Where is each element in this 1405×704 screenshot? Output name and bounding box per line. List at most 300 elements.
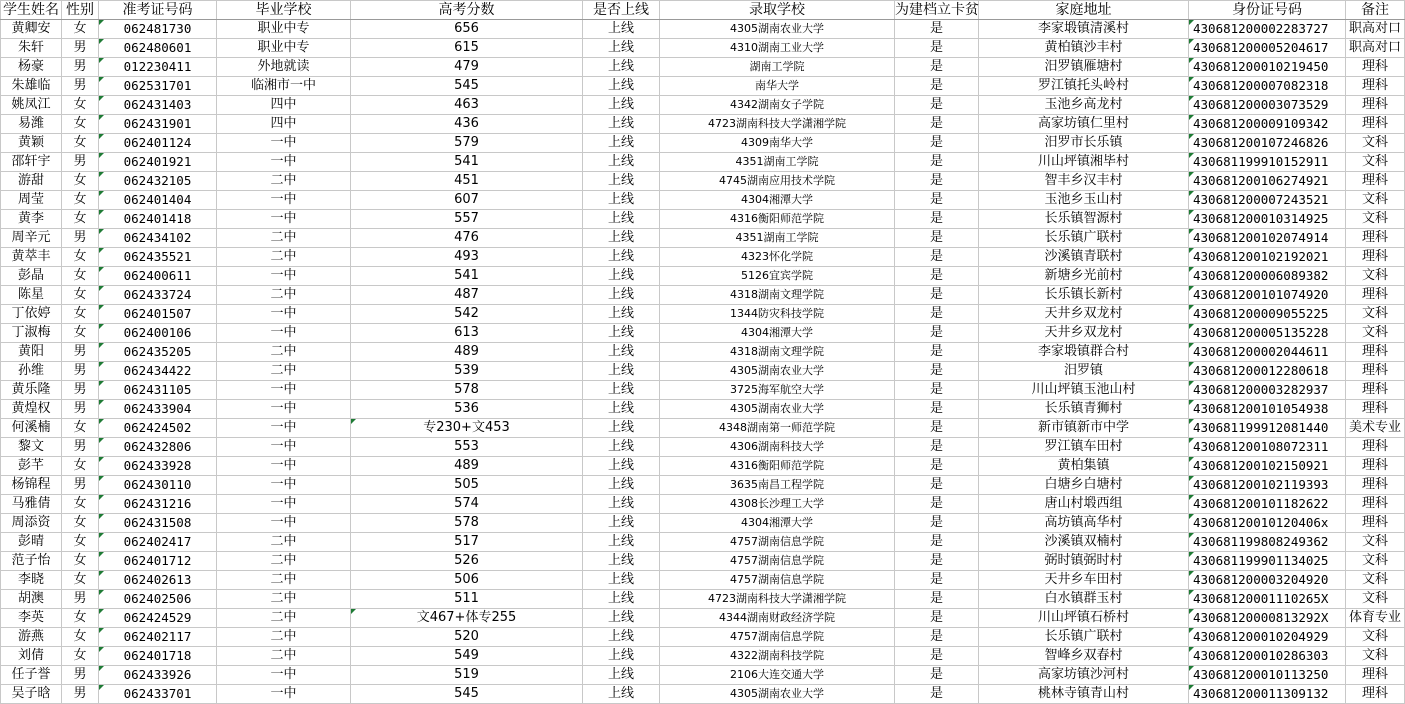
student-name[interactable]: 黄颖 xyxy=(1,134,62,153)
gender[interactable]: 男 xyxy=(62,77,99,96)
exam-score[interactable]: 557 xyxy=(351,210,583,229)
gender[interactable]: 女 xyxy=(62,609,99,628)
ticket-number[interactable]: 062401712 xyxy=(99,552,217,571)
graduation-school[interactable]: 二中 xyxy=(217,229,351,248)
admitted-school[interactable]: 4305湖南农业大学 xyxy=(660,20,895,39)
gender[interactable]: 女 xyxy=(62,571,99,590)
id-number[interactable]: 430681200006089382 xyxy=(1189,267,1346,286)
poverty-registered[interactable]: 是 xyxy=(895,96,979,115)
admitted-school[interactable]: 4316衡阳师范学院 xyxy=(660,457,895,476)
gender[interactable]: 男 xyxy=(62,666,99,685)
home-address[interactable]: 天井乡双龙村 xyxy=(979,324,1189,343)
ticket-number[interactable]: 062431105 xyxy=(99,381,217,400)
home-address[interactable]: 弼时镇弼时村 xyxy=(979,552,1189,571)
id-number[interactable]: 430681200010219450 xyxy=(1189,58,1346,77)
home-address[interactable]: 汨罗镇雁塘村 xyxy=(979,58,1189,77)
ticket-number[interactable]: 062424529 xyxy=(99,609,217,628)
header-passed-line[interactable]: 是否上线 xyxy=(583,1,660,20)
ticket-number[interactable]: 062401418 xyxy=(99,210,217,229)
poverty-registered[interactable]: 是 xyxy=(895,476,979,495)
passed-line[interactable]: 上线 xyxy=(583,609,660,628)
header-poverty-registered[interactable]: 为建档立卡贫 xyxy=(895,2,979,18)
passed-line[interactable]: 上线 xyxy=(583,552,660,571)
home-address[interactable]: 李家塅镇群合村 xyxy=(979,343,1189,362)
graduation-school[interactable]: 一中 xyxy=(217,381,351,400)
student-name[interactable]: 彭晶 xyxy=(1,267,62,286)
student-name[interactable]: 孙维 xyxy=(1,362,62,381)
student-name[interactable]: 李英 xyxy=(1,609,62,628)
poverty-registered[interactable]: 是 xyxy=(895,571,979,590)
passed-line[interactable]: 上线 xyxy=(583,229,660,248)
exam-score[interactable]: 578 xyxy=(351,381,583,400)
poverty-registered[interactable]: 是 xyxy=(895,324,979,343)
exam-score[interactable]: 536 xyxy=(351,400,583,419)
gender[interactable]: 男 xyxy=(62,400,99,419)
poverty-registered[interactable]: 是 xyxy=(895,419,979,438)
header-name[interactable]: 学生姓名 xyxy=(1,1,62,20)
exam-score[interactable]: 520 xyxy=(351,628,583,647)
gender[interactable]: 男 xyxy=(62,685,99,704)
exam-score[interactable]: 607 xyxy=(351,191,583,210)
student-name[interactable]: 任子誉 xyxy=(1,666,62,685)
ticket-number[interactable]: 062433926 xyxy=(99,666,217,685)
graduation-school[interactable]: 一中 xyxy=(217,324,351,343)
id-number[interactable]: 430681200005204617 xyxy=(1189,39,1346,58)
gender[interactable]: 女 xyxy=(62,647,99,666)
graduation-school[interactable]: 二中 xyxy=(217,343,351,362)
passed-line[interactable]: 上线 xyxy=(583,324,660,343)
poverty-registered[interactable]: 是 xyxy=(895,552,979,571)
gender[interactable]: 女 xyxy=(62,305,99,324)
home-address[interactable]: 沙溪镇双楠村 xyxy=(979,533,1189,552)
admitted-school[interactable]: 4322湖南科技学院 xyxy=(660,647,895,666)
admitted-school[interactable]: 4757湖南信息学院 xyxy=(660,628,895,647)
graduation-school[interactable]: 四中 xyxy=(217,96,351,115)
remarks[interactable]: 文科 xyxy=(1346,533,1405,552)
header-score[interactable]: 高考分数 xyxy=(351,1,583,20)
ticket-number[interactable]: 062401507 xyxy=(99,305,217,324)
poverty-registered[interactable]: 是 xyxy=(895,58,979,77)
passed-line[interactable]: 上线 xyxy=(583,267,660,286)
gender[interactable]: 女 xyxy=(62,286,99,305)
gender[interactable]: 男 xyxy=(62,362,99,381)
student-name[interactable]: 范子怡 xyxy=(1,552,62,571)
student-name[interactable]: 吴子晗 xyxy=(1,685,62,704)
gender[interactable]: 女 xyxy=(62,533,99,552)
gender[interactable]: 女 xyxy=(62,267,99,286)
remarks[interactable]: 理科 xyxy=(1346,381,1405,400)
exam-score[interactable]: 493 xyxy=(351,248,583,267)
remarks[interactable]: 理科 xyxy=(1346,58,1405,77)
graduation-school[interactable]: 二中 xyxy=(217,362,351,381)
poverty-registered[interactable]: 是 xyxy=(895,381,979,400)
ticket-number[interactable]: 062434422 xyxy=(99,362,217,381)
passed-line[interactable]: 上线 xyxy=(583,571,660,590)
graduation-school[interactable]: 外地就读 xyxy=(217,58,351,77)
exam-score[interactable]: 656 xyxy=(351,20,583,39)
passed-line[interactable]: 上线 xyxy=(583,381,660,400)
admitted-school[interactable]: 南华大学 xyxy=(660,77,895,96)
id-number[interactable]: 430681200012280618 xyxy=(1189,362,1346,381)
exam-score[interactable]: 553 xyxy=(351,438,583,457)
ticket-number[interactable]: 062480601 xyxy=(99,39,217,58)
student-name[interactable]: 周莹 xyxy=(1,191,62,210)
header-ticket-number[interactable]: 准考证号码 xyxy=(99,1,217,20)
student-name[interactable]: 李晓 xyxy=(1,571,62,590)
exam-score[interactable]: 436 xyxy=(351,115,583,134)
id-number[interactable]: 430681200003204920 xyxy=(1189,571,1346,590)
admitted-school[interactable]: 4304湘潭大学 xyxy=(660,514,895,533)
poverty-registered[interactable]: 是 xyxy=(895,647,979,666)
graduation-school[interactable]: 一中 xyxy=(217,685,351,704)
remarks[interactable]: 理科 xyxy=(1346,476,1405,495)
gender[interactable]: 女 xyxy=(62,115,99,134)
home-address[interactable]: 高坊镇高华村 xyxy=(979,514,1189,533)
remarks[interactable]: 文科 xyxy=(1346,647,1405,666)
student-name[interactable]: 邵轩宇 xyxy=(1,153,62,172)
student-name[interactable]: 易潍 xyxy=(1,115,62,134)
student-name[interactable]: 黄阳 xyxy=(1,343,62,362)
id-number[interactable]: 430681200102192021 xyxy=(1189,248,1346,267)
id-number[interactable]: 430681200005135228 xyxy=(1189,324,1346,343)
remarks[interactable]: 文科 xyxy=(1346,267,1405,286)
gender[interactable]: 女 xyxy=(62,134,99,153)
admitted-school[interactable]: 4757湖南信息学院 xyxy=(660,552,895,571)
remarks[interactable]: 理科 xyxy=(1346,666,1405,685)
home-address[interactable]: 玉池乡高龙村 xyxy=(979,96,1189,115)
home-address[interactable]: 智峰乡双春村 xyxy=(979,647,1189,666)
admitted-school[interactable]: 5126宜宾学院 xyxy=(660,267,895,286)
admitted-school[interactable]: 4309南华大学 xyxy=(660,134,895,153)
gender[interactable]: 男 xyxy=(62,438,99,457)
graduation-school[interactable]: 一中 xyxy=(217,514,351,533)
header-id-number[interactable]: 身份证号码 xyxy=(1189,1,1346,20)
header-home-address[interactable]: 家庭地址 xyxy=(979,1,1189,20)
passed-line[interactable]: 上线 xyxy=(583,533,660,552)
ticket-number[interactable]: 062435521 xyxy=(99,248,217,267)
ticket-number[interactable]: 062401921 xyxy=(99,153,217,172)
ticket-number[interactable]: 062401404 xyxy=(99,191,217,210)
passed-line[interactable]: 上线 xyxy=(583,495,660,514)
admitted-school[interactable]: 4305湖南农业大学 xyxy=(660,400,895,419)
id-number[interactable]: 430681200101074920 xyxy=(1189,286,1346,305)
passed-line[interactable]: 上线 xyxy=(583,77,660,96)
exam-score[interactable]: 526 xyxy=(351,552,583,571)
exam-score[interactable]: 578 xyxy=(351,514,583,533)
student-name[interactable]: 黄卿安 xyxy=(1,20,62,39)
ticket-number[interactable]: 062433724 xyxy=(99,286,217,305)
exam-score[interactable]: 文467+体专255 xyxy=(351,609,583,628)
home-address[interactable]: 黄柏镇沙丰村 xyxy=(979,39,1189,58)
admitted-school[interactable]: 4310湖南工业大学 xyxy=(660,39,895,58)
poverty-registered[interactable]: 是 xyxy=(895,229,979,248)
graduation-school[interactable]: 一中 xyxy=(217,305,351,324)
admitted-school[interactable]: 4318湖南文理学院 xyxy=(660,343,895,362)
header-remarks[interactable]: 备注 xyxy=(1346,1,1405,20)
home-address[interactable]: 沙溪镇青联村 xyxy=(979,248,1189,267)
passed-line[interactable]: 上线 xyxy=(583,514,660,533)
gender[interactable]: 女 xyxy=(62,210,99,229)
passed-line[interactable]: 上线 xyxy=(583,305,660,324)
gender[interactable]: 女 xyxy=(62,172,99,191)
exam-score[interactable]: 517 xyxy=(351,533,583,552)
poverty-registered[interactable]: 是 xyxy=(895,590,979,609)
graduation-school[interactable]: 一中 xyxy=(217,438,351,457)
passed-line[interactable]: 上线 xyxy=(583,400,660,419)
id-number[interactable]: 430681200007243521 xyxy=(1189,191,1346,210)
poverty-registered[interactable]: 是 xyxy=(895,495,979,514)
exam-score[interactable]: 549 xyxy=(351,647,583,666)
student-name[interactable]: 丁淑梅 xyxy=(1,324,62,343)
id-number[interactable]: 430681200010204929 xyxy=(1189,628,1346,647)
passed-line[interactable]: 上线 xyxy=(583,438,660,457)
home-address[interactable]: 玉池乡玉山村 xyxy=(979,191,1189,210)
id-number[interactable]: 430681200010314925 xyxy=(1189,210,1346,229)
home-address[interactable]: 罗江镇托头岭村 xyxy=(979,77,1189,96)
id-number[interactable]: 430681200011309132 xyxy=(1189,685,1346,704)
id-number[interactable]: 430681200102150921 xyxy=(1189,457,1346,476)
passed-line[interactable]: 上线 xyxy=(583,115,660,134)
admitted-school[interactable]: 4323怀化学院 xyxy=(660,248,895,267)
graduation-school[interactable]: 一中 xyxy=(217,419,351,438)
passed-line[interactable]: 上线 xyxy=(583,153,660,172)
poverty-registered[interactable]: 是 xyxy=(895,609,979,628)
remarks[interactable]: 文科 xyxy=(1346,552,1405,571)
student-name[interactable]: 黄李 xyxy=(1,210,62,229)
student-name[interactable]: 黎文 xyxy=(1,438,62,457)
poverty-registered[interactable]: 是 xyxy=(895,191,979,210)
gender[interactable]: 女 xyxy=(62,96,99,115)
gender[interactable]: 女 xyxy=(62,457,99,476)
graduation-school[interactable]: 职业中专 xyxy=(217,20,351,39)
id-number[interactable]: 43068120001110265X xyxy=(1189,590,1346,609)
ticket-number[interactable]: 062430110 xyxy=(99,476,217,495)
id-number[interactable]: 430681200010286303 xyxy=(1189,647,1346,666)
ticket-number[interactable]: 062435205 xyxy=(99,343,217,362)
remarks[interactable]: 理科 xyxy=(1346,286,1405,305)
id-number[interactable]: 430681200009055225 xyxy=(1189,305,1346,324)
admitted-school[interactable]: 4351湖南工学院 xyxy=(660,229,895,248)
student-name[interactable]: 黄乐隆 xyxy=(1,381,62,400)
home-address[interactable]: 长乐镇广联村 xyxy=(979,628,1189,647)
passed-line[interactable]: 上线 xyxy=(583,666,660,685)
home-address[interactable]: 川山坪镇湘毕村 xyxy=(979,153,1189,172)
admitted-school[interactable]: 4306湖南科技大学 xyxy=(660,438,895,457)
passed-line[interactable]: 上线 xyxy=(583,191,660,210)
id-number[interactable]: 430681200107246826 xyxy=(1189,134,1346,153)
gender[interactable]: 男 xyxy=(62,229,99,248)
student-name[interactable]: 何溪楠 xyxy=(1,419,62,438)
remarks[interactable]: 体育专业 xyxy=(1346,609,1405,628)
exam-score[interactable]: 545 xyxy=(351,685,583,704)
poverty-registered[interactable]: 是 xyxy=(895,343,979,362)
header-graduation-school[interactable]: 毕业学校 xyxy=(217,1,351,20)
id-number[interactable]: 430681200010113250 xyxy=(1189,666,1346,685)
ticket-number[interactable]: 062402613 xyxy=(99,571,217,590)
home-address[interactable]: 白塘乡白塘村 xyxy=(979,476,1189,495)
id-number[interactable]: 430681200102074914 xyxy=(1189,229,1346,248)
remarks[interactable]: 理科 xyxy=(1346,685,1405,704)
poverty-registered[interactable]: 是 xyxy=(895,210,979,229)
poverty-registered[interactable]: 是 xyxy=(895,533,979,552)
id-number[interactable]: 430681200002044611 xyxy=(1189,343,1346,362)
exam-score[interactable]: 506 xyxy=(351,571,583,590)
student-name[interactable]: 朱轩 xyxy=(1,39,62,58)
exam-score[interactable]: 专230+文453 xyxy=(351,419,583,438)
graduation-school[interactable]: 一中 xyxy=(217,210,351,229)
graduation-school[interactable]: 一中 xyxy=(217,191,351,210)
home-address[interactable]: 川山坪镇玉池山村 xyxy=(979,381,1189,400)
admitted-school[interactable]: 4305湖南农业大学 xyxy=(660,362,895,381)
ticket-number[interactable]: 062433701 xyxy=(99,685,217,704)
gender[interactable]: 女 xyxy=(62,628,99,647)
id-number[interactable]: 430681199912081440 xyxy=(1189,419,1346,438)
admitted-school[interactable]: 4316衡阳师范学院 xyxy=(660,210,895,229)
graduation-school[interactable]: 一中 xyxy=(217,457,351,476)
home-address[interactable]: 长乐镇青狮村 xyxy=(979,400,1189,419)
exam-score[interactable]: 579 xyxy=(351,134,583,153)
exam-score[interactable]: 489 xyxy=(351,343,583,362)
admitted-school[interactable]: 4723湖南科技大学潇湘学院 xyxy=(660,115,895,134)
student-name[interactable]: 周添资 xyxy=(1,514,62,533)
graduation-school[interactable]: 四中 xyxy=(217,115,351,134)
poverty-registered[interactable]: 是 xyxy=(895,305,979,324)
graduation-school[interactable]: 二中 xyxy=(217,286,351,305)
ticket-number[interactable]: 062400611 xyxy=(99,267,217,286)
remarks[interactable]: 理科 xyxy=(1346,362,1405,381)
passed-line[interactable]: 上线 xyxy=(583,685,660,704)
admitted-school[interactable]: 4318湖南文理学院 xyxy=(660,286,895,305)
admitted-school[interactable]: 4757湖南信息学院 xyxy=(660,533,895,552)
exam-score[interactable]: 615 xyxy=(351,39,583,58)
ticket-number[interactable]: 062402506 xyxy=(99,590,217,609)
student-name[interactable]: 周辛元 xyxy=(1,229,62,248)
id-number[interactable]: 430681199901134025 xyxy=(1189,552,1346,571)
exam-score[interactable]: 505 xyxy=(351,476,583,495)
student-name[interactable]: 丁依婷 xyxy=(1,305,62,324)
graduation-school[interactable]: 二中 xyxy=(217,533,351,552)
id-number[interactable]: 430681200003073529 xyxy=(1189,96,1346,115)
ticket-number[interactable]: 062433904 xyxy=(99,400,217,419)
id-number[interactable]: 430681200101182622 xyxy=(1189,495,1346,514)
remarks[interactable]: 理科 xyxy=(1346,438,1405,457)
home-address[interactable]: 李家塅镇清溪村 xyxy=(979,20,1189,39)
graduation-school[interactable]: 一中 xyxy=(217,153,351,172)
admitted-school[interactable]: 4342湖南女子学院 xyxy=(660,96,895,115)
passed-line[interactable]: 上线 xyxy=(583,476,660,495)
remarks[interactable]: 职高对口 xyxy=(1346,20,1405,39)
ticket-number[interactable]: 062431403 xyxy=(99,96,217,115)
graduation-school[interactable]: 一中 xyxy=(217,400,351,419)
gender[interactable]: 女 xyxy=(62,248,99,267)
remarks[interactable]: 理科 xyxy=(1346,77,1405,96)
remarks[interactable]: 文科 xyxy=(1346,571,1405,590)
exam-score[interactable]: 511 xyxy=(351,590,583,609)
admitted-school[interactable]: 2106大连交通大学 xyxy=(660,666,895,685)
poverty-registered[interactable]: 是 xyxy=(895,267,979,286)
id-number[interactable]: 430681200106274921 xyxy=(1189,172,1346,191)
remarks[interactable]: 文科 xyxy=(1346,628,1405,647)
header-admitted-school[interactable]: 录取学校 xyxy=(660,1,895,20)
ticket-number[interactable]: 062434102 xyxy=(99,229,217,248)
admitted-school[interactable]: 4308长沙理工大学 xyxy=(660,495,895,514)
poverty-registered[interactable]: 是 xyxy=(895,438,979,457)
admitted-school[interactable]: 3725海军航空大学 xyxy=(660,381,895,400)
remarks[interactable]: 理科 xyxy=(1346,343,1405,362)
remarks[interactable]: 文科 xyxy=(1346,210,1405,229)
ticket-number[interactable]: 012230411 xyxy=(99,58,217,77)
passed-line[interactable]: 上线 xyxy=(583,362,660,381)
student-name[interactable]: 刘倩 xyxy=(1,647,62,666)
admitted-school[interactable]: 4351湖南工学院 xyxy=(660,153,895,172)
remarks[interactable]: 文科 xyxy=(1346,305,1405,324)
remarks[interactable]: 文科 xyxy=(1346,324,1405,343)
student-name[interactable]: 杨锦程 xyxy=(1,476,62,495)
ticket-number[interactable]: 062481730 xyxy=(99,20,217,39)
passed-line[interactable]: 上线 xyxy=(583,343,660,362)
id-number[interactable]: 430681200102119393 xyxy=(1189,476,1346,495)
id-number[interactable]: 430681200003282937 xyxy=(1189,381,1346,400)
gender[interactable]: 男 xyxy=(62,381,99,400)
remarks[interactable]: 理科 xyxy=(1346,172,1405,191)
remarks[interactable]: 理科 xyxy=(1346,115,1405,134)
ticket-number[interactable]: 062431216 xyxy=(99,495,217,514)
exam-score[interactable]: 545 xyxy=(351,77,583,96)
id-number[interactable]: 430681200108072311 xyxy=(1189,438,1346,457)
student-name[interactable]: 游燕 xyxy=(1,628,62,647)
poverty-registered[interactable]: 是 xyxy=(895,685,979,704)
poverty-registered[interactable]: 是 xyxy=(895,248,979,267)
home-address[interactable]: 桃林寺镇青山村 xyxy=(979,685,1189,704)
gender[interactable]: 女 xyxy=(62,514,99,533)
poverty-registered[interactable]: 是 xyxy=(895,115,979,134)
student-name[interactable]: 彭晴 xyxy=(1,533,62,552)
gender[interactable]: 男 xyxy=(62,39,99,58)
exam-score[interactable]: 487 xyxy=(351,286,583,305)
graduation-school[interactable]: 二中 xyxy=(217,628,351,647)
graduation-school[interactable]: 一中 xyxy=(217,267,351,286)
student-name[interactable]: 马雅倩 xyxy=(1,495,62,514)
gender[interactable]: 男 xyxy=(62,58,99,77)
admitted-school[interactable]: 4304湘潭大学 xyxy=(660,191,895,210)
poverty-registered[interactable]: 是 xyxy=(895,39,979,58)
passed-line[interactable]: 上线 xyxy=(583,96,660,115)
ticket-number[interactable]: 062402417 xyxy=(99,533,217,552)
ticket-number[interactable]: 062402117 xyxy=(99,628,217,647)
home-address[interactable]: 汨罗市长乐镇 xyxy=(979,134,1189,153)
remarks[interactable]: 理科 xyxy=(1346,400,1405,419)
poverty-registered[interactable]: 是 xyxy=(895,77,979,96)
exam-score[interactable]: 463 xyxy=(351,96,583,115)
exam-score[interactable]: 476 xyxy=(351,229,583,248)
home-address[interactable]: 高家坊镇沙河村 xyxy=(979,666,1189,685)
passed-line[interactable]: 上线 xyxy=(583,39,660,58)
remarks[interactable]: 职高对口 xyxy=(1346,39,1405,58)
home-address[interactable]: 长乐镇广联村 xyxy=(979,229,1189,248)
remarks[interactable]: 理科 xyxy=(1346,495,1405,514)
ticket-number[interactable]: 062401718 xyxy=(99,647,217,666)
gender[interactable]: 男 xyxy=(62,153,99,172)
header-gender[interactable]: 性别 xyxy=(62,1,99,20)
poverty-registered[interactable]: 是 xyxy=(895,628,979,647)
exam-score[interactable]: 574 xyxy=(351,495,583,514)
passed-line[interactable]: 上线 xyxy=(583,590,660,609)
home-address[interactable]: 长乐镇智源村 xyxy=(979,210,1189,229)
student-name[interactable]: 陈星 xyxy=(1,286,62,305)
student-name[interactable]: 胡澳 xyxy=(1,590,62,609)
ticket-number[interactable]: 062431901 xyxy=(99,115,217,134)
home-address[interactable]: 新塘乡光前村 xyxy=(979,267,1189,286)
